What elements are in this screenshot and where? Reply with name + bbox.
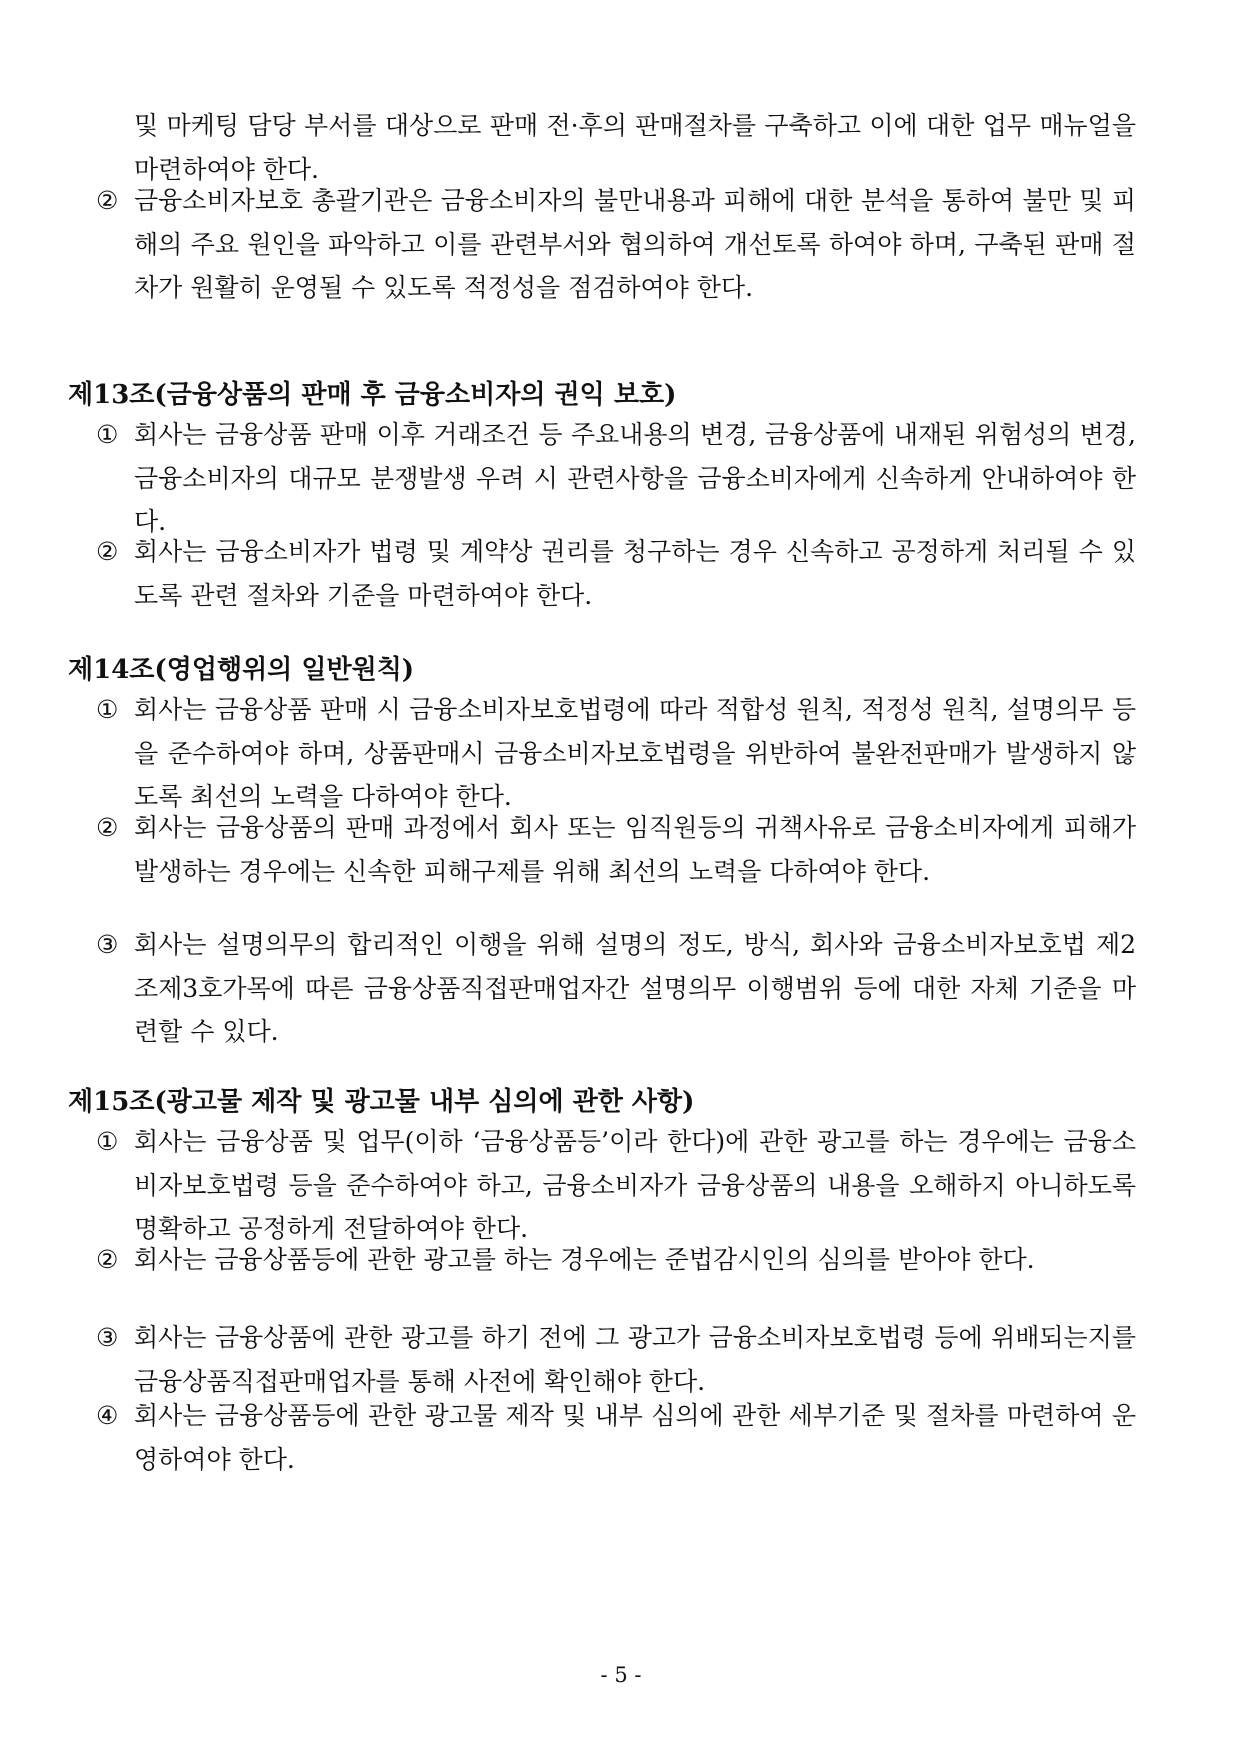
article-15-item-1 <box>96 1120 1136 1251</box>
item-number: ② <box>96 1245 119 1274</box>
article-14-title: 제14조(영업행위의 일반원칙) <box>68 655 415 685</box>
article-15-item-4 <box>96 1394 1136 1481</box>
item-number: ② <box>96 186 119 215</box>
article-15-title: 제15조(광고물 제작 및 광고물 내부 심의에 관한 사항) <box>68 1087 695 1117</box>
item-text: 회사는 금융상품등에 관한 광고를 하는 경우에는 준법감시인의 심의를 받아야 한다. <box>134 1245 1035 1274</box>
item-number: ④ <box>96 1401 119 1430</box>
page-number: - 5 - <box>600 1663 642 1687</box>
article-13-title: 제13조(금융상품의 판매 후 금융소비자의 권익 보호) <box>68 380 677 410</box>
item-text: 회사는 금융상품 판매 이후 거래조건 등 주요내용의 변경, 금융상품에 내재된 위험성의 변경, 금융소비자의 대규모 분쟁발생 우려 시 관련사항을 금융소비자에게 신속하게 안내하여야 한다. <box>134 420 1136 536</box>
item-text: 회사는 금융상품에 관한 광고를 하기 전에 그 광고가 금융소비자보호법령 등에 위배되는지를 금융상품직접판매업자를 통해 사전에 확인해야 한다. <box>134 1323 1136 1396</box>
item-number: ② <box>96 813 119 842</box>
item-number: ① <box>96 695 119 724</box>
item-text: 회사는 금융상품등에 관한 광고물 제작 및 내부 심의에 관한 세부기준 및 절차를 마련하여 운영하여야 한다. <box>134 1401 1136 1474</box>
item-number: ③ <box>96 1323 119 1352</box>
article-13-item-2 <box>96 530 1136 617</box>
paragraph-text: 및 마케팅 담당 부서를 대상으로 판매 전·후의 판매절차를 구축하고 이에 대한 업무 매뉴얼을 마련하여야 한다. <box>134 111 1136 184</box>
article-14-item-2 <box>96 806 1136 893</box>
article-15-item-2 <box>96 1238 1136 1282</box>
item-text: 회사는 금융상품 판매 시 금융소비자보호법령에 따라 적합성 원칙, 적정성 원칙, 설명의무 등을 준수하여야 하며, 상품판매시 금융소비자보호법령을 위반하여 불완전판매가 발생하지 않도록 최선의 노력을 다하여야 한다. <box>134 695 1136 811</box>
article-14-item-3 <box>96 923 1136 1054</box>
item-text: 회사는 금융소비자가 법령 및 계약상 권리를 청구하는 경우 신속하고 공정하게 처리될 수 있도록 관련 절차와 기준을 마련하여야 한다. <box>134 537 1136 610</box>
item-text: 회사는 금융상품 및 업무(이하 ‘금융상품등’이라 한다)에 관한 광고를 하는 경우에는 금융소비자보호법령 등을 준수하여야 하고, 금융소비자가 금융상품의 내용을 오해하지 아니하도록 명확하고 공정하게 전달하여야 한다. <box>134 1127 1136 1243</box>
item-number: ② <box>96 537 119 566</box>
item-number: ① <box>96 420 119 449</box>
article-13-item-1 <box>96 413 1136 544</box>
item-number: ① <box>96 1127 119 1156</box>
continued-paragraph <box>134 104 1136 191</box>
article-14-item-1 <box>96 688 1136 819</box>
article-15-item-3 <box>96 1316 1136 1403</box>
item-text: 금융소비자보호 총괄기관은 금융소비자의 불만내용과 피해에 대한 분석을 통하여 불만 및 피해의 주요 원인을 파악하고 이를 관련부서와 협의하여 개선토록 하여야 하며, 구축된 판매 절차가 원활히 운영될 수 있도록 적정성을 점검하여야 한다. <box>134 186 1136 302</box>
item-text: 회사는 금융상품의 판매 과정에서 회사 또는 임직원등의 귀책사유로 금융소비자에게 피해가 발생하는 경우에는 신속한 피해구제를 위해 최선의 노력을 다하여야 한다. <box>134 813 1136 886</box>
article-12-item-2 <box>96 179 1136 310</box>
item-text: 회사는 설명의무의 합리적인 이행을 위해 설명의 정도, 방식, 회사와 금융소비자보호법 제2조제3호가목에 따른 금융상품직접판매업자간 설명의무 이행범위 등에 대한 자체 기준을 마련할 수 있다. <box>134 930 1136 1046</box>
item-number: ③ <box>96 930 119 959</box>
